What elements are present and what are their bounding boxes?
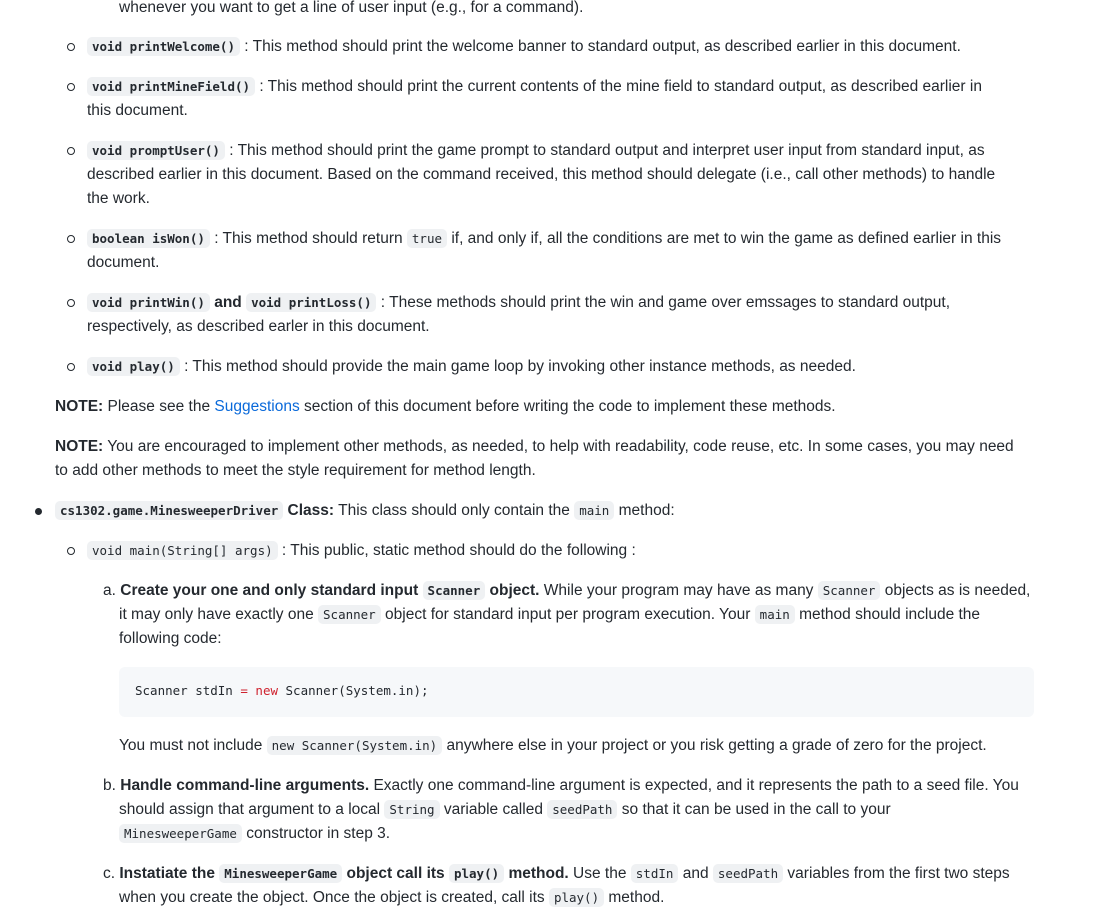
play-code: play() [449,864,504,883]
circle-bullet-icon [67,235,75,243]
step-a: a. Create your one and only standard input Scanner object. While your program may have as many Scanner objects as is needed, [103,582,1031,599]
circle-bullet-icon [67,363,75,371]
play-signature: void play() [87,357,180,376]
true-literal: true [407,229,447,248]
method-is-won: boolean isWon() : This method should return true if, and only if, all the conditions are met to win the game as defined earlier in this [87,227,1001,251]
disc-bullet-icon [35,508,42,515]
method-prompt-user-cont2: the work. [87,190,150,207]
circle-bullet-icon [67,83,75,91]
string-code: String [384,800,439,819]
scanner-code: Scanner [423,581,486,600]
driver-class-name: cs1302.game.MinesweeperDriver [55,501,283,520]
print-loss-signature: void printLoss() [246,293,376,312]
method-prompt-user-cont: described earlier in this document. Based on the command received, this method should delegate (i.e., call other methods) to handle [87,166,996,183]
seedpath-code: seedPath [713,864,783,883]
main-code: main [574,501,614,520]
method-print-minefield: void printMineField() : This method should print the current contents of the mine field to standard output, as described earlier in [87,75,982,99]
stdin-code: stdIn [631,864,679,883]
step-b-cont2: MinesweeperGame constructor in step 3. [119,822,390,846]
seedpath-code: seedPath [547,800,617,819]
new-scanner-code: new Scanner(System.in) [267,736,443,755]
scanner-code: Scanner [818,581,881,600]
print-minefield-signature: void printMineField() [87,77,255,96]
minesweeper-game-code: MinesweeperGame [219,864,342,883]
main-signature: void main(String[] args) [87,541,278,560]
step-b-cont: should assign that argument to a local String variable called seedPath so that it can be used in the call to your [119,801,891,818]
method-print-win-loss-cont: respectively, as described earler in this document. [87,318,430,335]
note-other-methods-cont: to add other methods to meet the style requirement for method length. [55,462,536,479]
code-line: Scanner stdIn = new Scanner(System.in); [135,683,429,698]
must-not-warning: You must not include new Scanner(System.in) anywhere else in your project or you risk getting a grade of zero for the project. [119,737,987,754]
method-main: void main(String[] args) : This public, static method should do the following : [87,539,636,563]
step-c-cont: when you create the object. Once the object is created, call its play() method. [119,889,665,906]
main-code: main [755,605,795,624]
circle-bullet-icon [67,43,75,51]
method-print-minefield-cont: this document. [87,102,188,119]
step-b: b. Handle command-line arguments. Exactly one command-line argument is expected, and it represents the path to a seed file. You [103,777,1019,794]
circle-bullet-icon [67,147,75,155]
method-print-win-loss: void printWin() and void printLoss() : These methods should print the win and game over emssages to standard output, [87,291,950,315]
is-won-signature: boolean isWon() [87,229,210,248]
method-play: void play() : This method should provide the main game loop by invoking other instance methods, as needed. [87,355,856,379]
method-prompt-user: void promptUser() : This method should print the game prompt to standard output and interpret user input from standard input, as [87,139,985,163]
step-a-cont2: following code: [119,630,222,647]
note-suggestions: NOTE: Please see the Suggestions section of this document before writing the code to implement these methods. [55,398,836,415]
suggestions-link[interactable]: Suggestions [214,398,300,415]
play-code: play() [549,888,604,907]
minesweeper-game-code: MinesweeperGame [119,824,242,843]
driver-class-item: cs1302.game.MinesweeperDriver Class: This class should only contain the main method: [55,499,675,523]
note-other-methods: NOTE: You are encouraged to implement other methods, as needed, to help with readability, code reuse, etc. In some cases, you may need [55,438,1014,455]
print-win-signature: void printWin() [87,293,210,312]
scanner-code: Scanner [318,605,381,624]
circle-bullet-icon [67,547,75,555]
method-print-welcome: void printWelcome() : This method should print the welcome banner to standard output, as described earlier in this document. [87,35,961,59]
prompt-user-signature: void promptUser() [87,141,225,160]
code-block [119,667,1034,717]
step-a-cont: it may only have exactly one Scanner object for standard input per program execution. Your main method should include the [119,606,981,623]
print-welcome-signature: void printWelcome() [87,37,240,56]
method-is-won-cont: document. [87,254,160,271]
circle-bullet-icon [67,299,75,307]
intro-text: whenever you want to get a line of user input (e.g., for a command). [119,0,584,16]
step-c: c. Instatiate the MinesweeperGame object call its play() method. Use the stdIn and seedPath variables from the first two steps [103,865,1010,882]
